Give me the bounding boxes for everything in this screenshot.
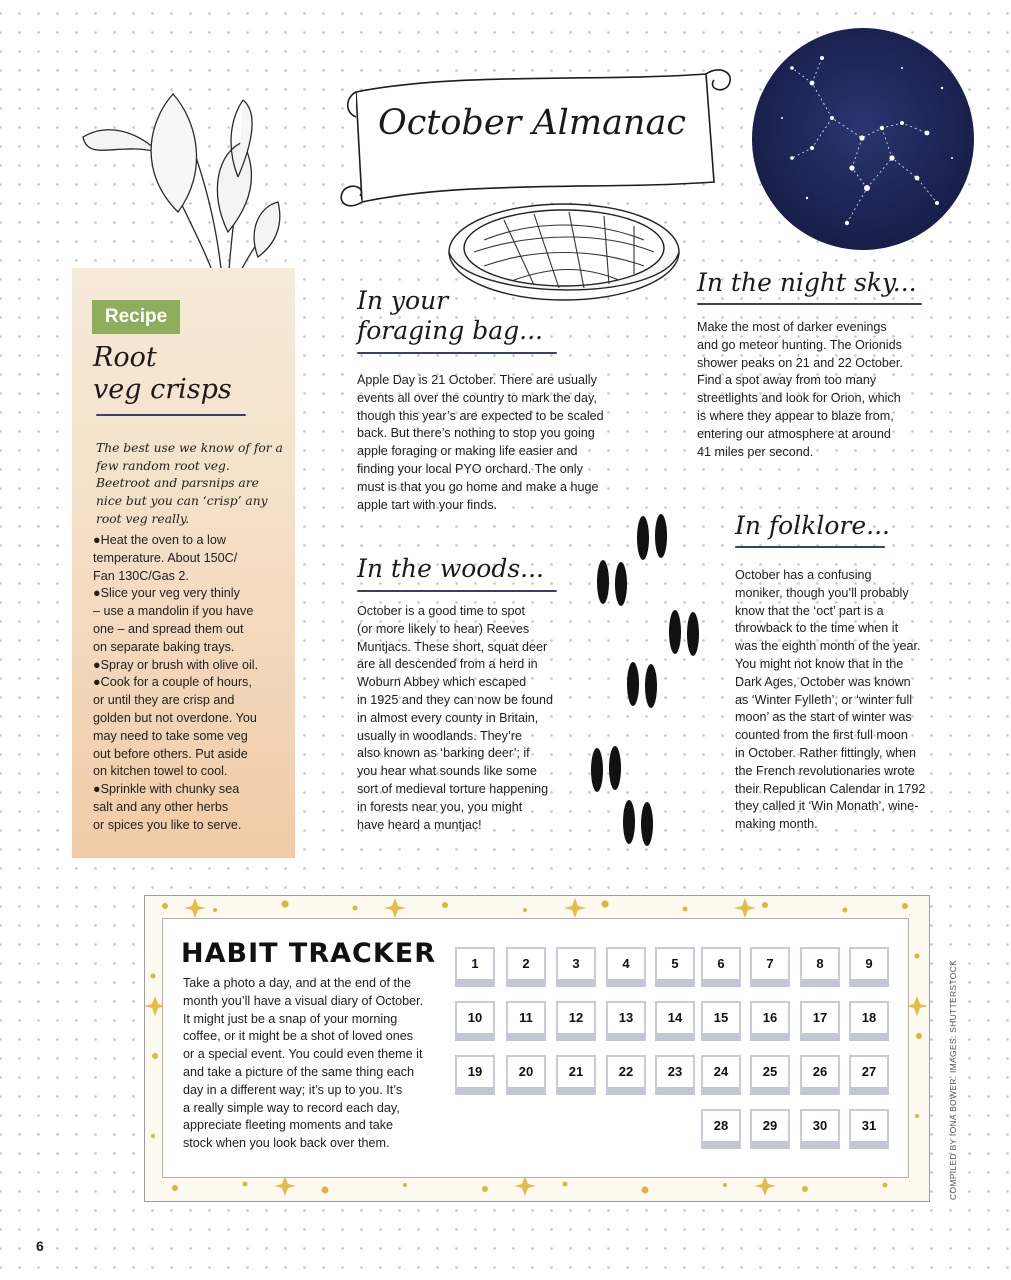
day-box-4: 4 [606,947,646,987]
page-number: 6 [36,1238,44,1254]
folklore-heading-underline [735,546,885,548]
day-box-28: 28 [701,1109,741,1149]
day-box-29: 29 [750,1109,790,1149]
image-credit: COMPILED BY IONA BOWER. IMAGES: SHUTTERSTOCK [948,959,958,1200]
day-box-31: 31 [849,1109,889,1149]
folklore-text: October has a confusing moniker, though you’ll probably know that the ‘oct’ part is a throwback to the time when it was the eighth month of the year. You might not know that in the Dark Ages, October was known as ‘Winter Fylleth’, or ‘winter full moon’ as the start of winter was counted from the first full moon in October. Rather fittingly, when the French revolutionaries wrote their Republican Calendar in 1792 they called it ‘Win Monath’, wine- making month. [735,568,926,832]
page-title: October Almanac [378,103,686,143]
foraging-heading-underline [357,352,557,354]
day-box-21: 21 [556,1055,596,1095]
day-box-7: 7 [750,947,790,987]
day-box-16: 16 [750,1001,790,1041]
night-sky-heading: In the night sky... [697,268,917,297]
day-box-11: 11 [506,1001,546,1041]
habit-tracker-title: HABIT TRACKER [181,938,437,969]
woods-heading-underline [357,590,557,592]
day-box-12: 12 [556,1001,596,1041]
habit-tracker-text: Take a photo a day, and at the end of the month you’ll have a visual diary of October. It might just be a snap of your morning coffee, or it might be a shot of loved ones or a special event. You could even theme it and take a picture of the same thing each day in a different way; it’s up to you. It’s a really simple way to record each day, appreciate fleeting moments and take stock when you look back over them. [183,976,424,1151]
day-box-30: 30 [800,1109,840,1149]
day-box-17: 17 [800,1001,840,1041]
day-box-14: 14 [655,1001,695,1041]
day-box-26: 26 [800,1055,840,1095]
deer-hoofprints [585,508,705,853]
recipe-intro: The best use we know of for a few random root veg. Beetroot and parsnips are nice but you can ‘crisp’ any root veg really. [96,441,283,526]
night-sky-text: Make the most of darker evenings and go meteor hunting. The Orionids shower peaks on 21 and 22 October. Find a spot away from too many streetlights and look for Orion, which is where they appear to blaze from, entering our atmosphere at around 41 miles per second. [697,320,903,459]
orion-constellation [752,28,974,250]
day-box-20: 20 [506,1055,546,1095]
woods-text: October is a good time to spot (or more likely to hear) Reeves Muntjacs. These short, squat deer are all descended from a herd in Woburn Abbey which escaped in 1925 and they can now be found in almost every county in Britain, usually in woodlands. They’re also known as ‘barking deer’; if you hear what sounds like some sort of medieval torture happening in forests near you, you might have heard a muntjac! [357,604,554,832]
day-box-23: 23 [655,1055,695,1095]
day-box-13: 13 [606,1001,646,1041]
recipe-steps: ●Heat the oven to a low temperature. About 150C/ Fan 130C/Gas 2. ●Slice your veg very thinly – use a mandolin if you have one – and spread them out on separate baking trays. ●Spray or brush with olive oil. ●Cook for a couple of hours, or until they are crisp and golden but not overdone. You may need to take some veg out before others. Put aside on kitchen towel to cool. ●Sprinkle with chunky sea salt and any other herbs or spices you like to serve. [93,533,259,832]
day-box-9: 9 [849,947,889,987]
day-box-24: 24 [701,1055,741,1095]
foraging-heading: In your foraging bag... [357,286,543,345]
recipe-badge: Recipe [92,300,180,334]
day-box-15: 15 [701,1001,741,1041]
day-box-3: 3 [556,947,596,987]
folklore-heading: In folklore... [735,511,891,540]
day-box-10: 10 [455,1001,495,1041]
recipe-title: Root veg crisps [93,342,232,405]
day-box-2: 2 [506,947,546,987]
recipe-title-underline [96,414,246,416]
woods-heading: In the woods... [357,554,544,583]
foraging-text: Apple Day is 21 October. There are usually events all over the country to mark the day, though this year’s are expected to be scaled back. But there’s nothing to stop you going apple foraging or making life easier and finding your local PYO orchard. The only must is that you go home and make a huge apple tart with your finds. [357,373,604,512]
day-box-19: 19 [455,1055,495,1095]
day-box-5: 5 [655,947,695,987]
night-sky-heading-underline [697,303,922,305]
day-box-18: 18 [849,1001,889,1041]
day-box-25: 25 [750,1055,790,1095]
day-box-8: 8 [800,947,840,987]
day-box-1: 1 [455,947,495,987]
day-box-27: 27 [849,1055,889,1095]
day-box-22: 22 [606,1055,646,1095]
day-box-6: 6 [701,947,741,987]
